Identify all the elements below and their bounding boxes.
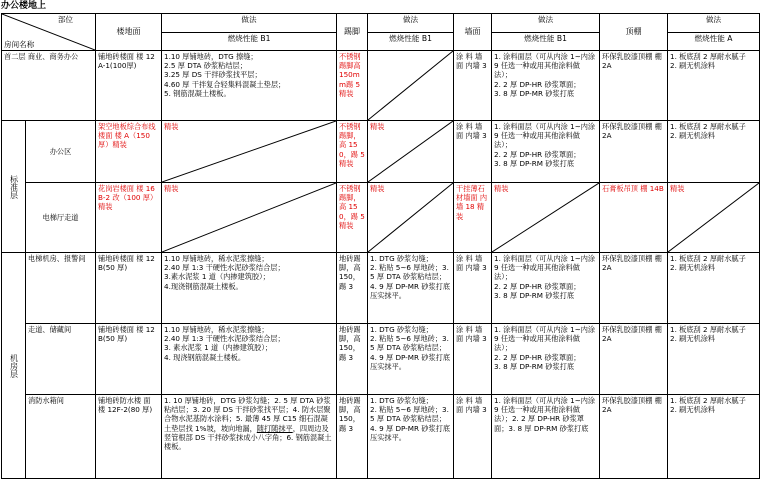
method-line: 1. DTG 砂浆勾缝； <box>370 254 433 263</box>
header-room-name: 房间名称 <box>4 39 35 49</box>
kick-type: 地砖踢脚，高 150，踢 3 <box>337 253 368 324</box>
ceiling-type: 环保乳胶漆顶棚 棚 2A <box>600 121 668 183</box>
ceiling-method <box>668 121 760 183</box>
method-line: 3. 8 厚 DP-MR 砂浆打底 <box>494 88 575 98</box>
method-line: 1. 涂料面层（可从内涂 1~内涂 9 任选一种或用其他涂料做法）； <box>494 254 596 282</box>
header-ceiling-fire: 燃烧性能 A <box>668 32 760 51</box>
method-line: 2. 刷无机涂料 <box>670 405 716 415</box>
floor-method <box>162 395 337 479</box>
table-row <box>2 395 760 479</box>
method-line: 4. 9 厚 DP-MR 砂浆打底压实抹平。 <box>370 423 451 442</box>
wall-type: 涂 料 墙 面 内墙 3 <box>454 395 492 479</box>
floor-type: 铺地砖楼面 楼 12B(50 厚) <box>96 324 162 395</box>
method-line: 2. 刷无机涂料 <box>670 131 716 141</box>
empty-cell-diagonal <box>368 51 453 120</box>
wall-method <box>492 324 600 395</box>
floor-method <box>162 324 337 395</box>
finish-note: 精装 <box>164 184 179 193</box>
wall-method <box>492 253 600 324</box>
method-text-underlined: 随打随抹平 <box>256 423 293 433</box>
kick-method <box>368 324 454 395</box>
group-standard: 标准层 <box>2 121 26 253</box>
table-title: 办公楼地上 <box>1 1 47 11</box>
method-line: 2. 刷无机涂料 <box>670 61 716 71</box>
room-name: 电梯机房、报警间 <box>26 253 96 324</box>
method-line: 1. 涂料面层（可从内涂 1~内涂 9 任选一种或用其他涂料做法）；2. 2 厚 DP-HR 砂浆罩面；3. 8 厚 DP-RM 砂浆打底 <box>494 396 596 433</box>
ceiling-type: 环保乳胶漆顶棚 棚 2A <box>600 324 668 395</box>
method-line: 3. 8 厚 DP-RM 砂浆打底 <box>494 158 575 168</box>
floor-type: 花岗岩楼面 楼 16B-2 改（100 厚）精装 <box>96 183 162 253</box>
floor-type: 铺地砖楼面 楼 12A-1(100厚) <box>96 51 162 121</box>
table-row <box>2 183 760 253</box>
wall-method <box>492 121 600 183</box>
ceiling-method <box>668 253 760 324</box>
method-line: 1. 板底刮 2 厚耐水腻子 <box>670 52 746 61</box>
method-line: 4. 现浇钢筋混凝土楼板。 <box>164 352 246 362</box>
wall-type: 涂 料 墙 面 内墙 3 <box>454 324 492 395</box>
header-kick: 踢脚 <box>337 14 368 51</box>
wall-type: 涂 料 墙 面 内墙 3 <box>454 51 492 121</box>
method-line: 1. 涂料面层（可从内涂 1~内涂 9 任选一种或用其他涂料做法）； <box>494 325 596 353</box>
kick-method <box>368 51 454 121</box>
floor-method <box>162 121 337 183</box>
method-line: 1. DTG 砂浆勾缝； <box>370 396 433 405</box>
method-line: 3.素水泥浆 1 道（内掺建筑胶）； <box>164 272 270 282</box>
method-line: 1. 板底刮 2 厚耐水腻子 <box>670 254 746 263</box>
room-name: 走道、储藏间 <box>26 324 96 395</box>
ceiling-method <box>668 183 760 253</box>
method-line: 2. 2 厚 DP-HR 砂浆罩面； <box>494 281 581 291</box>
method-line: 3.25 厚 DS 干拌砂浆找平层； <box>164 70 262 80</box>
wall-method <box>492 395 600 479</box>
method-line: 1. 板底刮 2 厚耐水腻子 <box>670 122 746 131</box>
wall-method <box>492 183 600 253</box>
method-line: 2. 刷无机涂料 <box>670 263 716 273</box>
ceiling-type: 环保乳胶漆顶棚 棚 2A <box>600 253 668 324</box>
kick-method <box>368 183 454 253</box>
floor-method <box>162 253 337 324</box>
method-line: 2. 粘贴 5~6 厚地砖；3. 5 厚 DTA 砂浆粘结层； <box>370 405 449 424</box>
header-wall-fire: 燃烧性能 B1 <box>492 32 600 51</box>
ceiling-method <box>668 324 760 395</box>
finish-note: 精装 <box>494 184 509 193</box>
method-line: 2. 2 厚 DP-HR 砂浆罩面； <box>494 352 581 362</box>
header-row <box>2 14 760 33</box>
header-corner <box>2 14 96 51</box>
header-floor-method: 做法 <box>162 14 337 33</box>
method-line: 3. 素水泥浆 1 道（内掺建筑胶）； <box>164 343 273 353</box>
ceiling-type: 石膏板吊顶 棚 14B <box>600 183 668 253</box>
method-line: 1.10 厚铺地砖，DTG 擦缝； <box>164 52 258 61</box>
finish-note: 精装 <box>370 122 385 131</box>
wall-type: 干挂薄石材墙面 内墙 18 精装 <box>454 183 492 253</box>
kick-type: 地砖踢脚，高 150，踢 3 <box>337 395 368 479</box>
method-line: 1. 板底刮 2 厚耐水腻子 <box>670 325 746 334</box>
kick-type: 地砖踢脚，高 150，踢 3 <box>337 324 368 395</box>
room-name: 办公区 <box>26 121 96 183</box>
method-line: 2.40 厚 1:3 干硬性水泥砂浆结合层； <box>164 334 285 344</box>
header-floor-fire: 燃烧性能 B1 <box>162 32 337 51</box>
method-line: 2.5 厚 DTA 砂浆粘结层； <box>164 61 247 71</box>
table-row <box>2 324 760 395</box>
table-row <box>2 51 760 121</box>
ceiling-type: 环保乳胶漆顶棚 棚 2A <box>600 395 668 479</box>
header-floor: 楼地面 <box>96 14 162 51</box>
method-line: 1.10 厚铺地砖，稀水泥浆擦缝； <box>164 254 269 263</box>
floor-type: 铺地砖防水楼 面 楼 12F-2(80 厚) <box>96 395 162 479</box>
method-text: ，四周边及竖管根部 DS 干拌砂浆抹成小八字角；6. 钢筋混凝土楼板。 <box>164 423 332 452</box>
method-line: 1.10 厚铺地砖，稀水泥浆擦缝； <box>164 325 269 334</box>
table-row <box>2 121 760 183</box>
wall-type: 涂 料 墙 面 内墙 3 <box>454 121 492 183</box>
room-name: 电梯厅走道 <box>26 183 96 253</box>
wall-method <box>492 51 600 121</box>
floor-method <box>162 51 337 121</box>
method-line: 3. 8 厚 DP-RM 砂浆打底 <box>494 361 575 371</box>
kick-method <box>368 253 454 324</box>
table-row <box>2 253 760 324</box>
header-wall: 墙面 <box>454 14 492 51</box>
kick-type: 不锈钢踢脚，高 150，踢 5 精装 <box>337 183 368 253</box>
finish-schedule-table <box>1 13 760 479</box>
method-line: 2. 2 厚 DP-HR 砂浆罩面； <box>494 149 581 159</box>
header-ceiling: 顶棚 <box>600 14 668 51</box>
kick-type: 不锈钢踢脚高150mm踢 5 精装 <box>337 51 368 121</box>
kick-type: 不锈钢踢脚，高 150，踢 5 精装 <box>337 121 368 183</box>
header-ceiling-method: 做法 <box>668 14 760 33</box>
method-line: 1. 板底刮 2 厚耐水腻子 <box>670 396 746 405</box>
method-text: 1. 10 厚铺地砖，DTG 砂浆勾缝；2. 5 厚 DTA 砂浆粘结层；3. 20 厚 DS 干拌砂浆找平层；4. 防水层聚合物水泥基防水涂料；5. 最薄 45 厚 C15 细石混凝土垫层找 1%坡，坡向地漏， <box>164 396 331 433</box>
room-name: 首二层 商业、商务办公 <box>2 51 96 121</box>
group-mech: 机房层 <box>2 253 26 479</box>
method-line: 2. 刷无机涂料 <box>670 334 716 344</box>
method-line: 1. 涂料面层（可从内涂 1~内涂 9 任选一种或用其他涂料做法）； <box>494 122 596 150</box>
method-line: 4.现浇钢筋混凝土楼板。 <box>164 281 243 291</box>
method-line: 4.60 厚 干拌复合轻集料混凝土垫层； <box>164 79 286 89</box>
ceiling-type: 环保乳胶漆顶棚 棚 2A <box>600 51 668 121</box>
method-line: 2. 粘贴 5~6 厚地砖；3. 5 厚 DTA 砂浆粘结层；4. 9 厚 DP-MR 砂浆打底压实抹平。 <box>370 334 451 371</box>
header-kick-fire: 燃烧性能 B1 <box>368 32 454 51</box>
method-line: 2. 2 厚 DP-HR 砂浆罩面； <box>494 79 581 89</box>
kick-method <box>368 395 454 479</box>
method-line: 2.40 厚 1:3 干硬性水泥砂浆结合层； <box>164 263 285 273</box>
method-line: 5. 钢筋混凝土楼板。 <box>164 88 231 98</box>
floor-method <box>162 183 337 253</box>
floor-type: 架空地板综合布线楼面 楼 A（150 厚）精装 <box>96 121 162 183</box>
method-line: 2. 粘贴 5~6 厚地砖；3. 5 厚 DTA 砂浆粘结层；4. 9 厚 DP-MR 砂浆打底压实抹平。 <box>370 263 451 300</box>
method-line: 3. 8 厚 DP-RM 砂浆打底 <box>494 290 575 300</box>
header-wall-method: 做法 <box>492 14 600 33</box>
kick-method <box>368 121 454 183</box>
method-line: 1. 涂料面层（可从内涂 1~内涂 9 任选一种或用其他涂料做法）； <box>494 52 596 80</box>
ceiling-method <box>668 395 760 479</box>
header-part: 部位 <box>57 15 73 24</box>
room-name: 消防水箱间 <box>26 395 96 479</box>
header-kick-method: 做法 <box>368 14 454 33</box>
finish-note: 精装 <box>164 122 179 131</box>
ceiling-method <box>668 51 760 121</box>
finish-note: 精装 <box>670 184 685 193</box>
floor-type: 铺地砖楼面 楼 12B(50 厚) <box>96 253 162 324</box>
method-line: 1. DTG 砂浆勾缝； <box>370 325 433 334</box>
finish-note: 精装 <box>370 184 385 193</box>
wall-type: 涂 料 墙 面 内墙 3 <box>454 253 492 324</box>
